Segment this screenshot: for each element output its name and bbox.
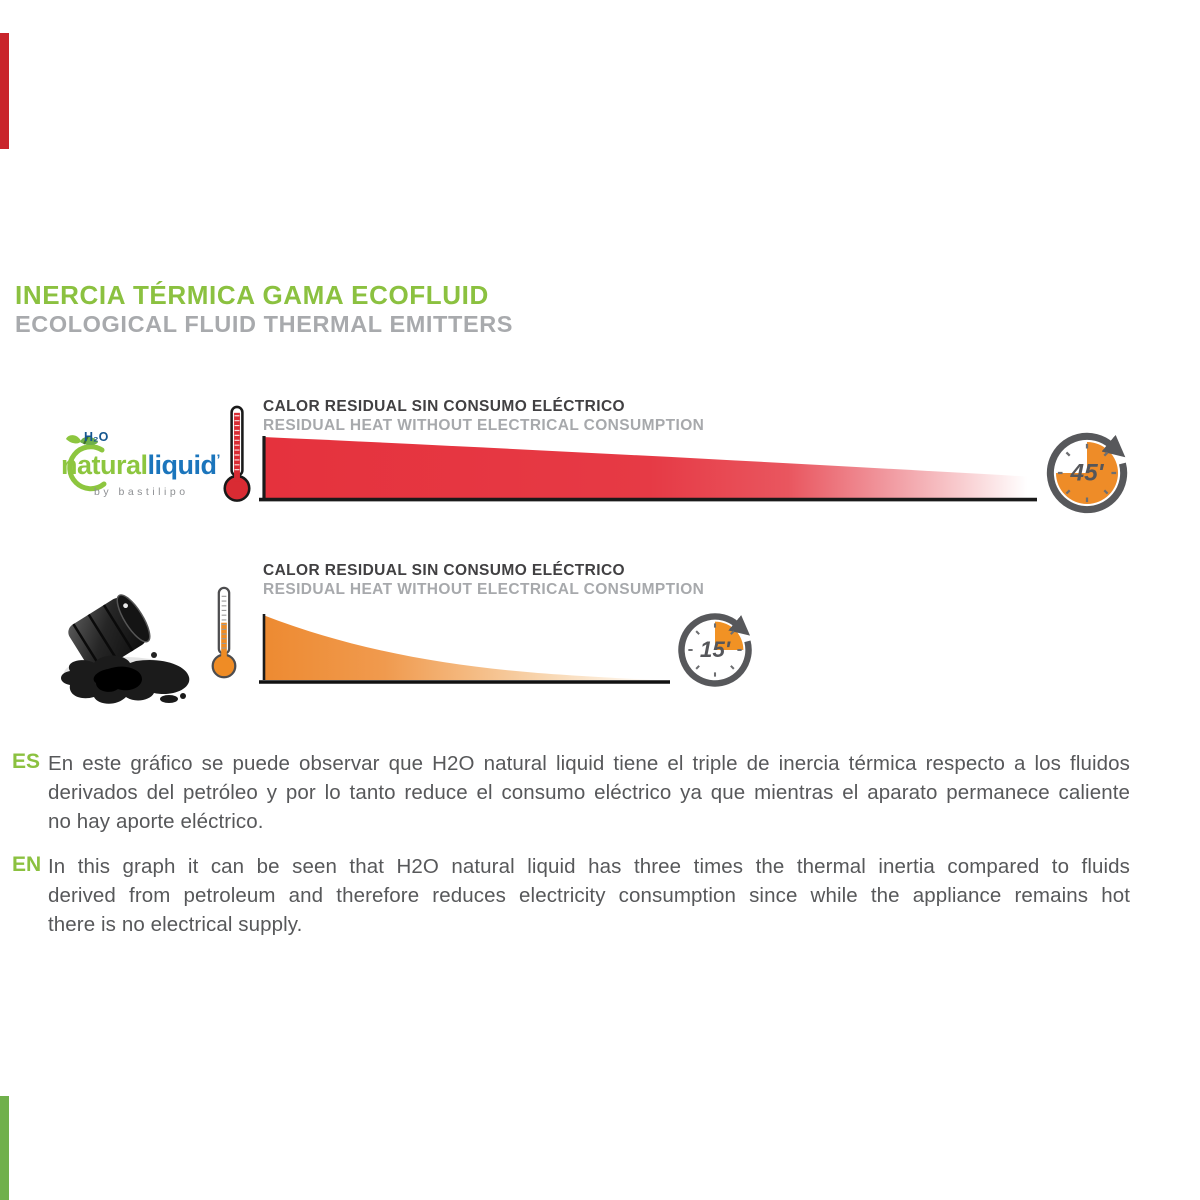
page-subtitle: ECOLOGICAL FLUID THERMAL EMITTERS (15, 311, 514, 337)
logo-natural-text: natural (61, 450, 148, 480)
lang-label-en: EN (12, 853, 42, 876)
paragraph-en-line: there is no electrical supply. (48, 913, 303, 936)
water-residual-heat-wedge (258, 432, 1042, 506)
oil-barrel-icon (50, 585, 195, 707)
paragraph-es-line: derivados del petróleo y por lo tanto reduce el consumo eléctrico ya que mientras el aparato permanece caliente (48, 781, 1130, 804)
page-title: INERCIA TÉRMICA GAMA ECOFLUID (15, 280, 489, 310)
lang-label-es: ES (12, 750, 41, 773)
logo-trademark-tick: ’ (216, 451, 220, 467)
page-edge-red-bar (0, 33, 9, 149)
logo-liquid-text: liquid (147, 450, 217, 480)
paragraph-en (48, 852, 1130, 939)
paragraph-en-line: derived from petroleum and therefore reduces electricity consumption since while the appliance remains hot (48, 884, 1130, 907)
oil-residual-heat-wedge (258, 610, 674, 686)
logo-byline: by bastilipo (94, 486, 189, 498)
clock-15-min-icon (672, 607, 758, 693)
clock-45-value: 45' (1070, 459, 1104, 487)
thermometer-warm-icon (208, 584, 240, 684)
natural-liquid-logo (48, 424, 220, 506)
clock-45-min-icon (1040, 426, 1134, 520)
page-header (15, 281, 513, 338)
oil-chart-label-es: CALOR RESIDUAL SIN CONSUMO ELÉCTRICO (263, 562, 626, 579)
logo-h2o-label: H₂O (84, 430, 109, 444)
clock-15-value: 15' (699, 636, 731, 662)
water-chart-label-es: CALOR RESIDUAL SIN CONSUMO ELÉCTRICO (263, 398, 626, 415)
oil-chart-labels (263, 562, 704, 598)
paragraph-en-line: In this graph it can be seen that H2O natural liquid has three times the thermal inertia compared to fluids (48, 855, 1130, 878)
thermometer-hot-icon (220, 404, 254, 506)
page-edge-green-bar (0, 1096, 9, 1200)
paragraph-es-line: En este gráfico se puede observar que H2O natural liquid tiene el triple de inercia térmica respecto a los fluidos (48, 752, 1130, 775)
water-chart-label-en: RESIDUAL HEAT WITHOUT ELECTRICAL CONSUMPTION (263, 417, 705, 434)
oil-chart-label-en: RESIDUAL HEAT WITHOUT ELECTRICAL CONSUMPTION (263, 581, 705, 598)
paragraph-es (48, 749, 1130, 836)
paragraph-es-line: no hay aporte eléctrico. (48, 810, 264, 833)
water-chart-labels (263, 398, 704, 434)
